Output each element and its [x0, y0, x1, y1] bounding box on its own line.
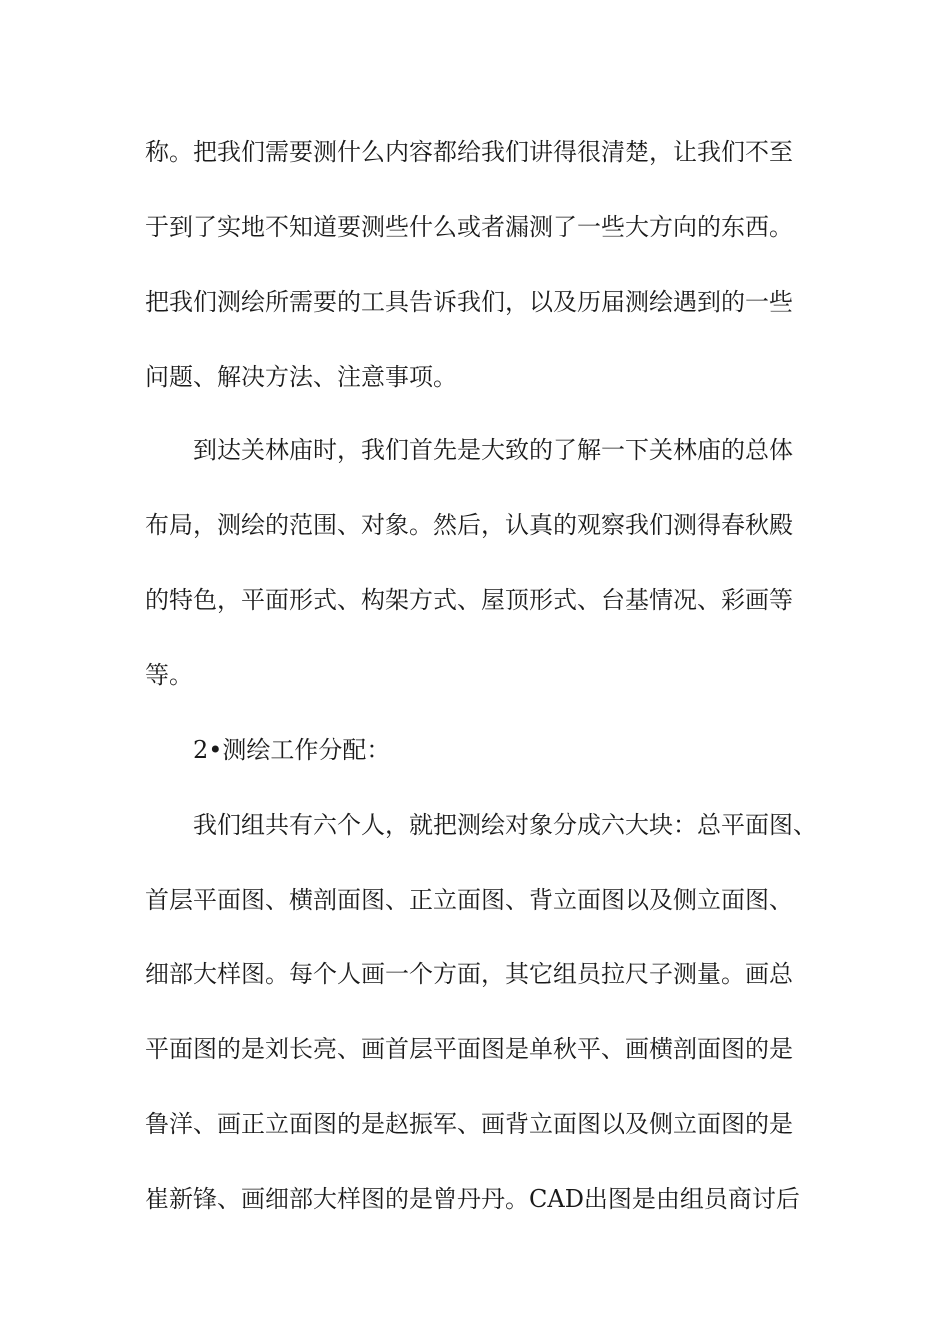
text-line: 崔新锋、画细部大样图的是曾丹丹。CAD出图是由组员商讨后 [145, 1185, 800, 1213]
text-line: 等。 [145, 661, 193, 689]
text-line: 的特色，平面形式、构架方式、屋顶形式、台基情况、彩画等 [145, 586, 793, 614]
text-line: 鲁洋、画正立面图的是赵振军、画背立面图以及侧立面图的是 [145, 1110, 793, 1138]
text-line: 问题、解决方法、注意事项。 [145, 363, 457, 391]
paragraph-first-line: 到达关林庙时，我们首先是大致的了解一下关林庙的总体 [193, 436, 793, 464]
text-line: 平面图的是刘长亮、画首层平面图是单秋平、画横剖面图的是 [145, 1035, 793, 1063]
text-line: 称。把我们需要测什么内容都给我们讲得很清楚，让我们不至 [145, 138, 793, 166]
section-heading: 2•测绘工作分配： [193, 736, 391, 764]
text-line: 于到了实地不知道要测些什么或者漏测了一些大方向的东西。 [145, 213, 793, 241]
text-line: 把我们测绘所需要的工具告诉我们，以及历届测绘遇到的一些 [145, 288, 793, 316]
text-line: 首层平面图、横剖面图、正立面图、背立面图以及侧立面图、 [145, 886, 793, 914]
text-line: 细部大样图。每个人画一个方面，其它组员拉尺子测量。画总 [145, 960, 793, 988]
paragraph-first-line: 我们组共有六个人，就把测绘对象分成六大块：总平面图、 [193, 811, 817, 839]
text-line: 布局，测绘的范围、对象。然后，认真的观察我们测得春秋殿 [145, 511, 793, 539]
